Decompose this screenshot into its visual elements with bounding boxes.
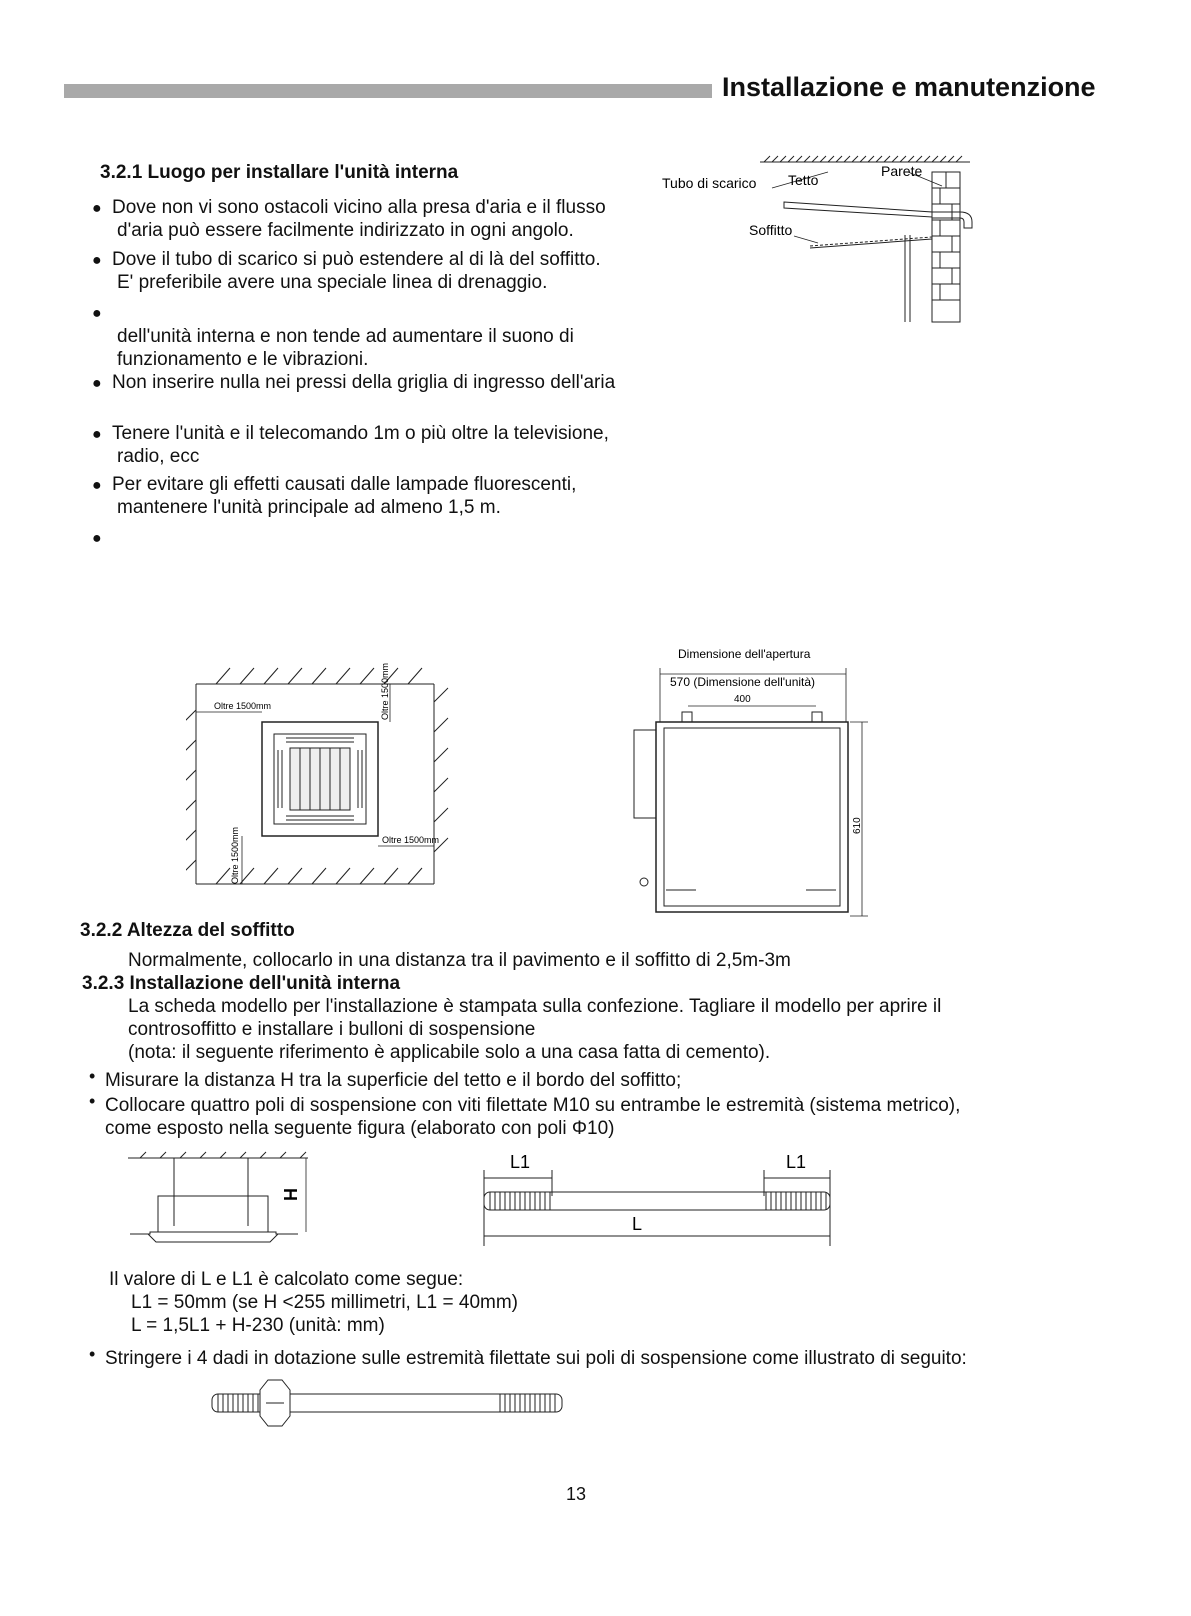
label-ceiling: Soffitto (749, 222, 793, 238)
calc-line: L1 = 50mm (se H <255 millimetri, L1 = 40mm) (131, 1292, 518, 1313)
bullet-dot: ● (92, 530, 102, 547)
header-bar (64, 84, 712, 98)
bullet-line: dell'unità interna e non tende ad aumentare il suono di (117, 326, 574, 347)
height-h-figure (126, 1150, 316, 1260)
section-322-heading: 3.2.2 Altezza del soffitto (80, 920, 295, 941)
calc-line: L = 1,5L1 + H-230 (unità: mm) (131, 1315, 385, 1336)
roof-hatching (764, 156, 962, 162)
brick-pattern (932, 172, 960, 300)
bullet-dot: • (89, 1091, 96, 1111)
label-top-right: Oltre 1500mm (380, 662, 390, 720)
bullet-line: come esposto nella seguente figura (elaborato con poli Φ10) (105, 1118, 615, 1139)
rod-body (484, 1192, 830, 1210)
thread-left (490, 1192, 550, 1210)
bullet-line: radio, ecc (117, 446, 200, 467)
bullet-line: Stringere i 4 dadi in dotazione sulle estremità filettate sui poli di sospensione come illustrato di seguito: (105, 1348, 967, 1369)
control-box (634, 730, 656, 818)
label-l: L (632, 1214, 643, 1234)
bullet-line: Tenere l'unità e il telecomando 1m o più oltre la televisione, (112, 423, 609, 444)
bullet-dot: • (89, 1344, 96, 1364)
section-321-heading: 3.2.1 Luogo per installare l'unità interna (100, 162, 459, 183)
label-l1-left: L1 (510, 1152, 531, 1172)
paragraph-line: (nota: il seguente riferimento è applicabile solo a una casa fatta di cemento). (128, 1042, 771, 1063)
bullet-line: Collocare quattro poli di sospensione con viti filettate M10 su entrambe le estremità (sistema metrico), (105, 1095, 961, 1116)
bullet-dot: ● (92, 426, 102, 443)
paragraph-line: controsoffitto e installare i bulloni di sospensione (128, 1019, 536, 1040)
bullet-line: Dove il tubo di scarico si può estendere al di là del soffitto. (112, 249, 601, 270)
label-roof: Tetto (788, 172, 819, 188)
thread-right (766, 1192, 826, 1210)
label-height: 610 (852, 817, 863, 834)
page-number: 13 (566, 1484, 587, 1504)
label-right-bottom: Oltre 1500mm (382, 835, 440, 845)
bullet-dot: ● (92, 200, 102, 217)
bullet-line: Dove non vi sono ostacoli vicino alla presa d'aria e il flusso (112, 197, 606, 218)
bullet-dot: • (89, 1066, 96, 1086)
calc-line: Il valore di L e L1 è calcolato come segue: (109, 1269, 464, 1290)
bullet-line: d'aria può essere facilmente indirizzato in ogni angolo. (117, 220, 574, 241)
opening-dimension-figure (630, 642, 890, 927)
bullet-line: mantenere l'unità principale ad almeno 1,5 m. (117, 497, 501, 518)
clearance-plan-figure (186, 662, 456, 892)
bullet-line: Per evitare gli effetti causati dalle lampade fluorescenti, (112, 474, 577, 495)
paragraph-line: La scheda modello per l'installazione è stampata sulla confezione. Tagliare il modello per aprire il (128, 996, 942, 1017)
bullet-line: Non inserire nulla nei pressi della griglia di ingresso dell'aria (112, 372, 616, 393)
bullet-line: funzionamento e le vibrazioni. (117, 349, 369, 370)
ceiling-line (810, 237, 932, 246)
section-322-text: Normalmente, collocarlo in una distanza tra il pavimento e il soffitto di 2,5m-3m (128, 950, 791, 971)
label-left-top: Oltre 1500mm (214, 701, 272, 711)
label-inner: 400 (734, 694, 751, 705)
bullet-line: E' preferibile avere una speciale linea di drenaggio. (117, 272, 548, 293)
threaded-rod-figure (478, 1150, 840, 1250)
ceiling-drain-figure (660, 150, 1000, 330)
ceiling-board (130, 1232, 298, 1234)
label-l1-right: L1 (786, 1152, 807, 1172)
label-wall: Parete (881, 163, 923, 179)
label-h: H (280, 1188, 300, 1201)
label-left-bottom: Oltre 1500mm (230, 826, 240, 884)
bullet-dot: ● (92, 477, 102, 494)
rod-with-nut-figure (210, 1378, 570, 1428)
unit-outline (656, 722, 848, 912)
page-header-title: Installazione e manutenzione (722, 72, 1096, 102)
bullet-dot: ● (92, 305, 102, 322)
bullet-dot: ● (92, 252, 102, 269)
label-drain: Tubo di scarico (662, 175, 757, 191)
label-opening-title: Dimensione dell'apertura (678, 647, 811, 661)
drain-pipe (784, 202, 932, 217)
section-323-heading: 3.2.3 Installazione dell'unità interna (82, 973, 401, 994)
panel (148, 1234, 278, 1242)
bullet-dot: ● (92, 375, 102, 392)
bullet-line: Misurare la distanza H tra la superficie del tetto e il bordo del soffitto; (105, 1070, 682, 1091)
label-width: 570 (Dimensione dell'unità) (670, 675, 816, 689)
